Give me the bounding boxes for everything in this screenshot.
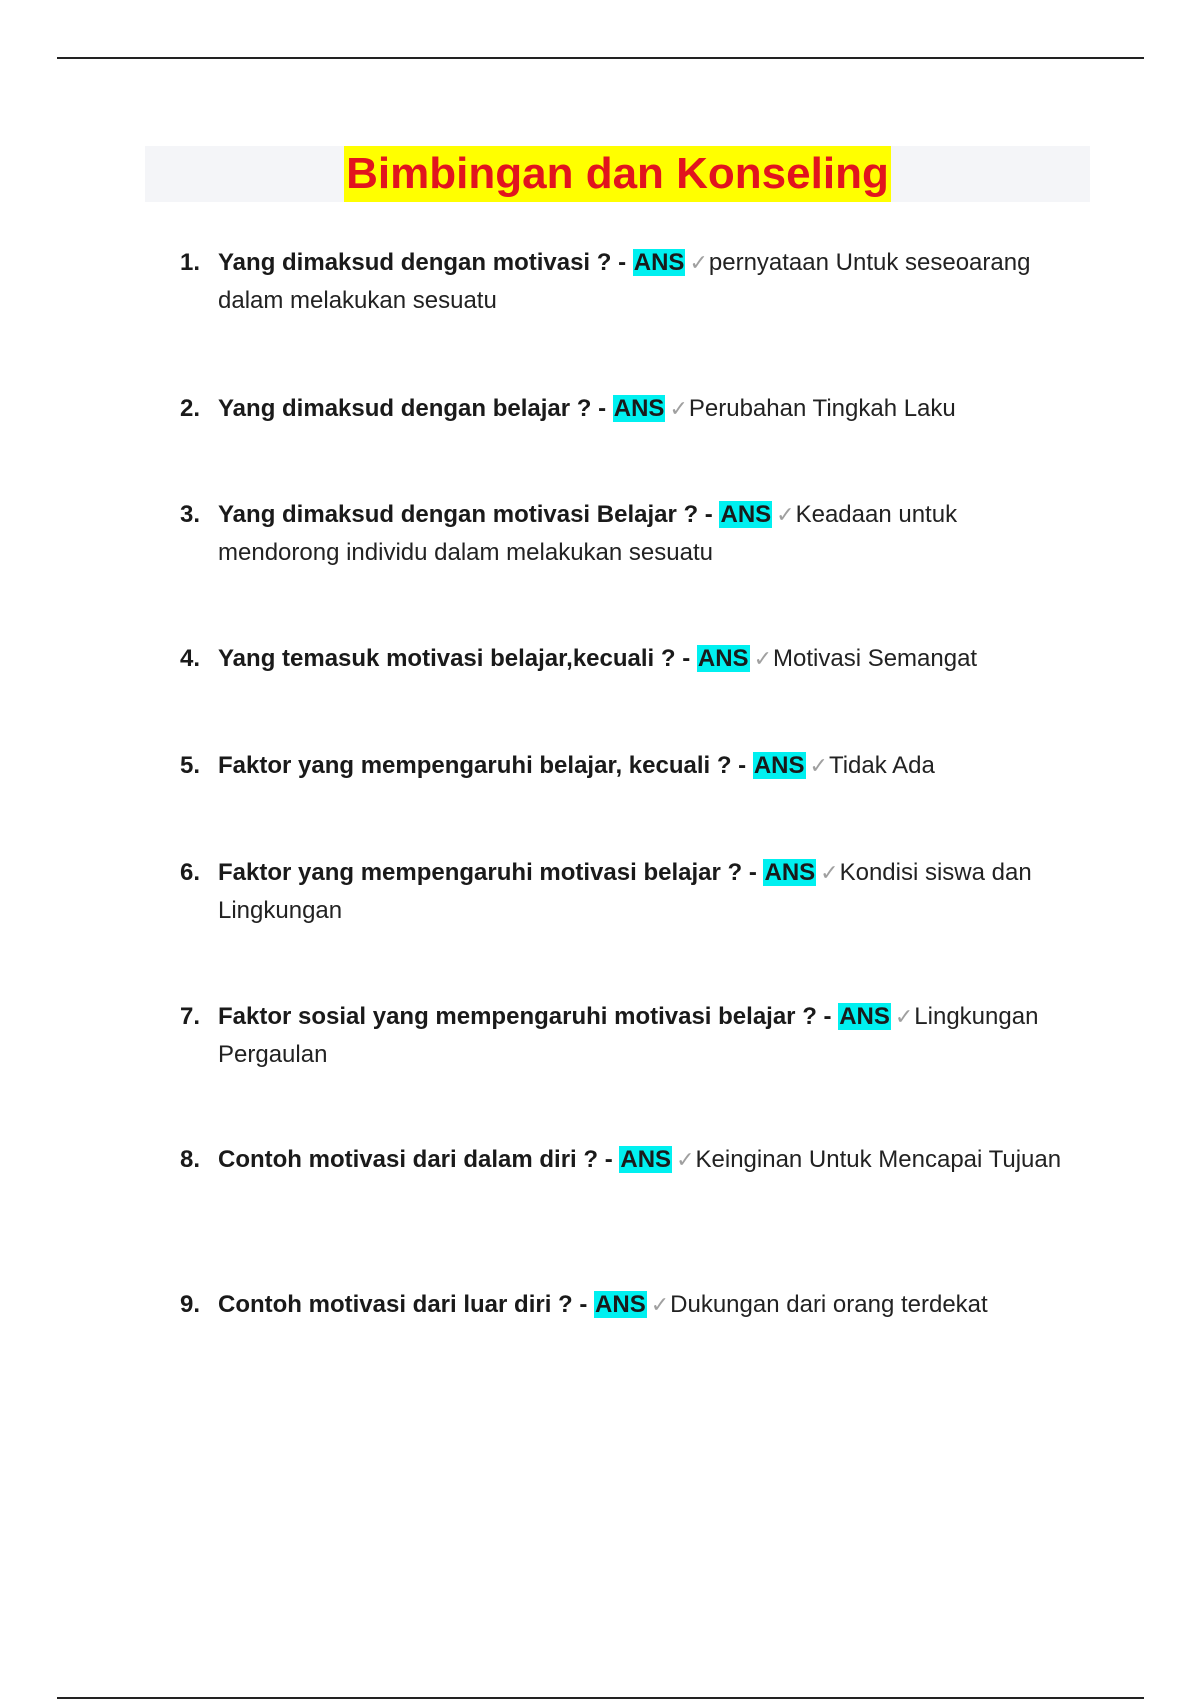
ans-label: ANS bbox=[620, 1146, 672, 1173]
item-body bbox=[218, 496, 1080, 571]
answer-text: Keadaan untuk mendorong individu dalam melakukan sesuatu bbox=[218, 501, 958, 566]
question-text: Faktor yang mempengaruhi motivasi belajar ? - bbox=[218, 859, 757, 886]
title-band bbox=[145, 146, 1090, 202]
qa-item-2 bbox=[180, 390, 1080, 428]
item-body bbox=[218, 854, 1080, 929]
answer-text: Kondisi siswa dan Lingkungan bbox=[218, 859, 1032, 924]
question-text: Faktor yang mempengaruhi belajar, kecuali ? - bbox=[218, 752, 747, 779]
question-text: Faktor sosial yang mempengaruhi motivasi belajar ? - bbox=[218, 1003, 832, 1030]
question-text: Contoh motivasi dari luar diri ? - bbox=[218, 1291, 588, 1318]
ans-label: ANS bbox=[633, 249, 685, 276]
page-title: Bimbingan dan Konseling bbox=[344, 146, 891, 202]
question-text: Yang temasuk motivasi belajar,kecuali ? - bbox=[218, 645, 691, 672]
qa-item-8 bbox=[180, 1141, 1080, 1179]
item-number: 9. bbox=[180, 1291, 201, 1318]
item-number: 7. bbox=[180, 1003, 201, 1030]
item-number: 5. bbox=[180, 752, 201, 779]
qa-item-6 bbox=[180, 854, 1080, 929]
answer-text: Tidak Ada bbox=[828, 752, 935, 779]
ans-label: ANS bbox=[720, 501, 772, 528]
check-icon: ✓ bbox=[753, 647, 772, 672]
item-body bbox=[218, 747, 1080, 785]
check-icon: ✓ bbox=[676, 1148, 695, 1173]
item-number: 2. bbox=[180, 395, 201, 422]
answer-text: Dukungan dari orang terdekat bbox=[670, 1291, 988, 1318]
qa-item-4 bbox=[180, 640, 1080, 678]
question-text: Yang dimaksud dengan motivasi ? - bbox=[218, 249, 627, 276]
check-icon: ✓ bbox=[669, 397, 688, 422]
check-icon: ✓ bbox=[650, 1293, 670, 1318]
ans-label: ANS bbox=[839, 1003, 890, 1030]
ans-label: ANS bbox=[697, 645, 749, 672]
check-icon: ✓ bbox=[689, 251, 708, 276]
answer-text: Motivasi Semangat bbox=[773, 645, 978, 672]
item-number: 3. bbox=[180, 501, 201, 528]
question-text: Yang dimaksud dengan motivasi Belajar ? - bbox=[218, 501, 713, 528]
qa-item-1 bbox=[180, 244, 1080, 319]
ans-label: ANS bbox=[753, 752, 805, 779]
item-body bbox=[218, 1286, 1080, 1324]
item-body bbox=[218, 390, 1080, 428]
qa-item-3 bbox=[180, 496, 1080, 571]
check-icon: ✓ bbox=[776, 503, 795, 528]
ans-label: ANS bbox=[764, 859, 816, 886]
qa-item-9 bbox=[180, 1286, 1080, 1324]
item-number: 1. bbox=[180, 249, 201, 276]
qa-item-7 bbox=[180, 998, 1080, 1073]
top-rule bbox=[57, 57, 1144, 59]
item-body bbox=[218, 640, 1080, 678]
question-text: Yang dimaksud dengan belajar ? - bbox=[218, 395, 607, 422]
qa-item-5 bbox=[180, 747, 1080, 785]
answer-text: Perubahan Tingkah Laku bbox=[688, 395, 956, 422]
item-body bbox=[218, 1141, 1080, 1179]
check-icon: ✓ bbox=[820, 861, 839, 886]
answer-text: Keinginan Untuk Mencapai Tujuan bbox=[695, 1146, 1062, 1173]
answer-text: pernyataan Untuk seseoarang dalam melakukan sesuatu bbox=[218, 249, 1031, 314]
check-icon: ✓ bbox=[894, 1005, 914, 1030]
item-body bbox=[218, 244, 1080, 319]
question-text: Contoh motivasi dari dalam diri ? - bbox=[218, 1146, 613, 1173]
ans-label: ANS bbox=[613, 395, 665, 422]
item-number: 4. bbox=[180, 645, 201, 672]
item-number: 6. bbox=[180, 859, 201, 886]
item-number: 8. bbox=[180, 1146, 201, 1173]
answer-text: Lingkungan Pergaulan bbox=[218, 1003, 1039, 1068]
item-body bbox=[218, 998, 1080, 1073]
ans-label: ANS bbox=[595, 1291, 646, 1318]
check-icon: ✓ bbox=[809, 754, 828, 779]
bottom-rule bbox=[57, 1697, 1144, 1699]
